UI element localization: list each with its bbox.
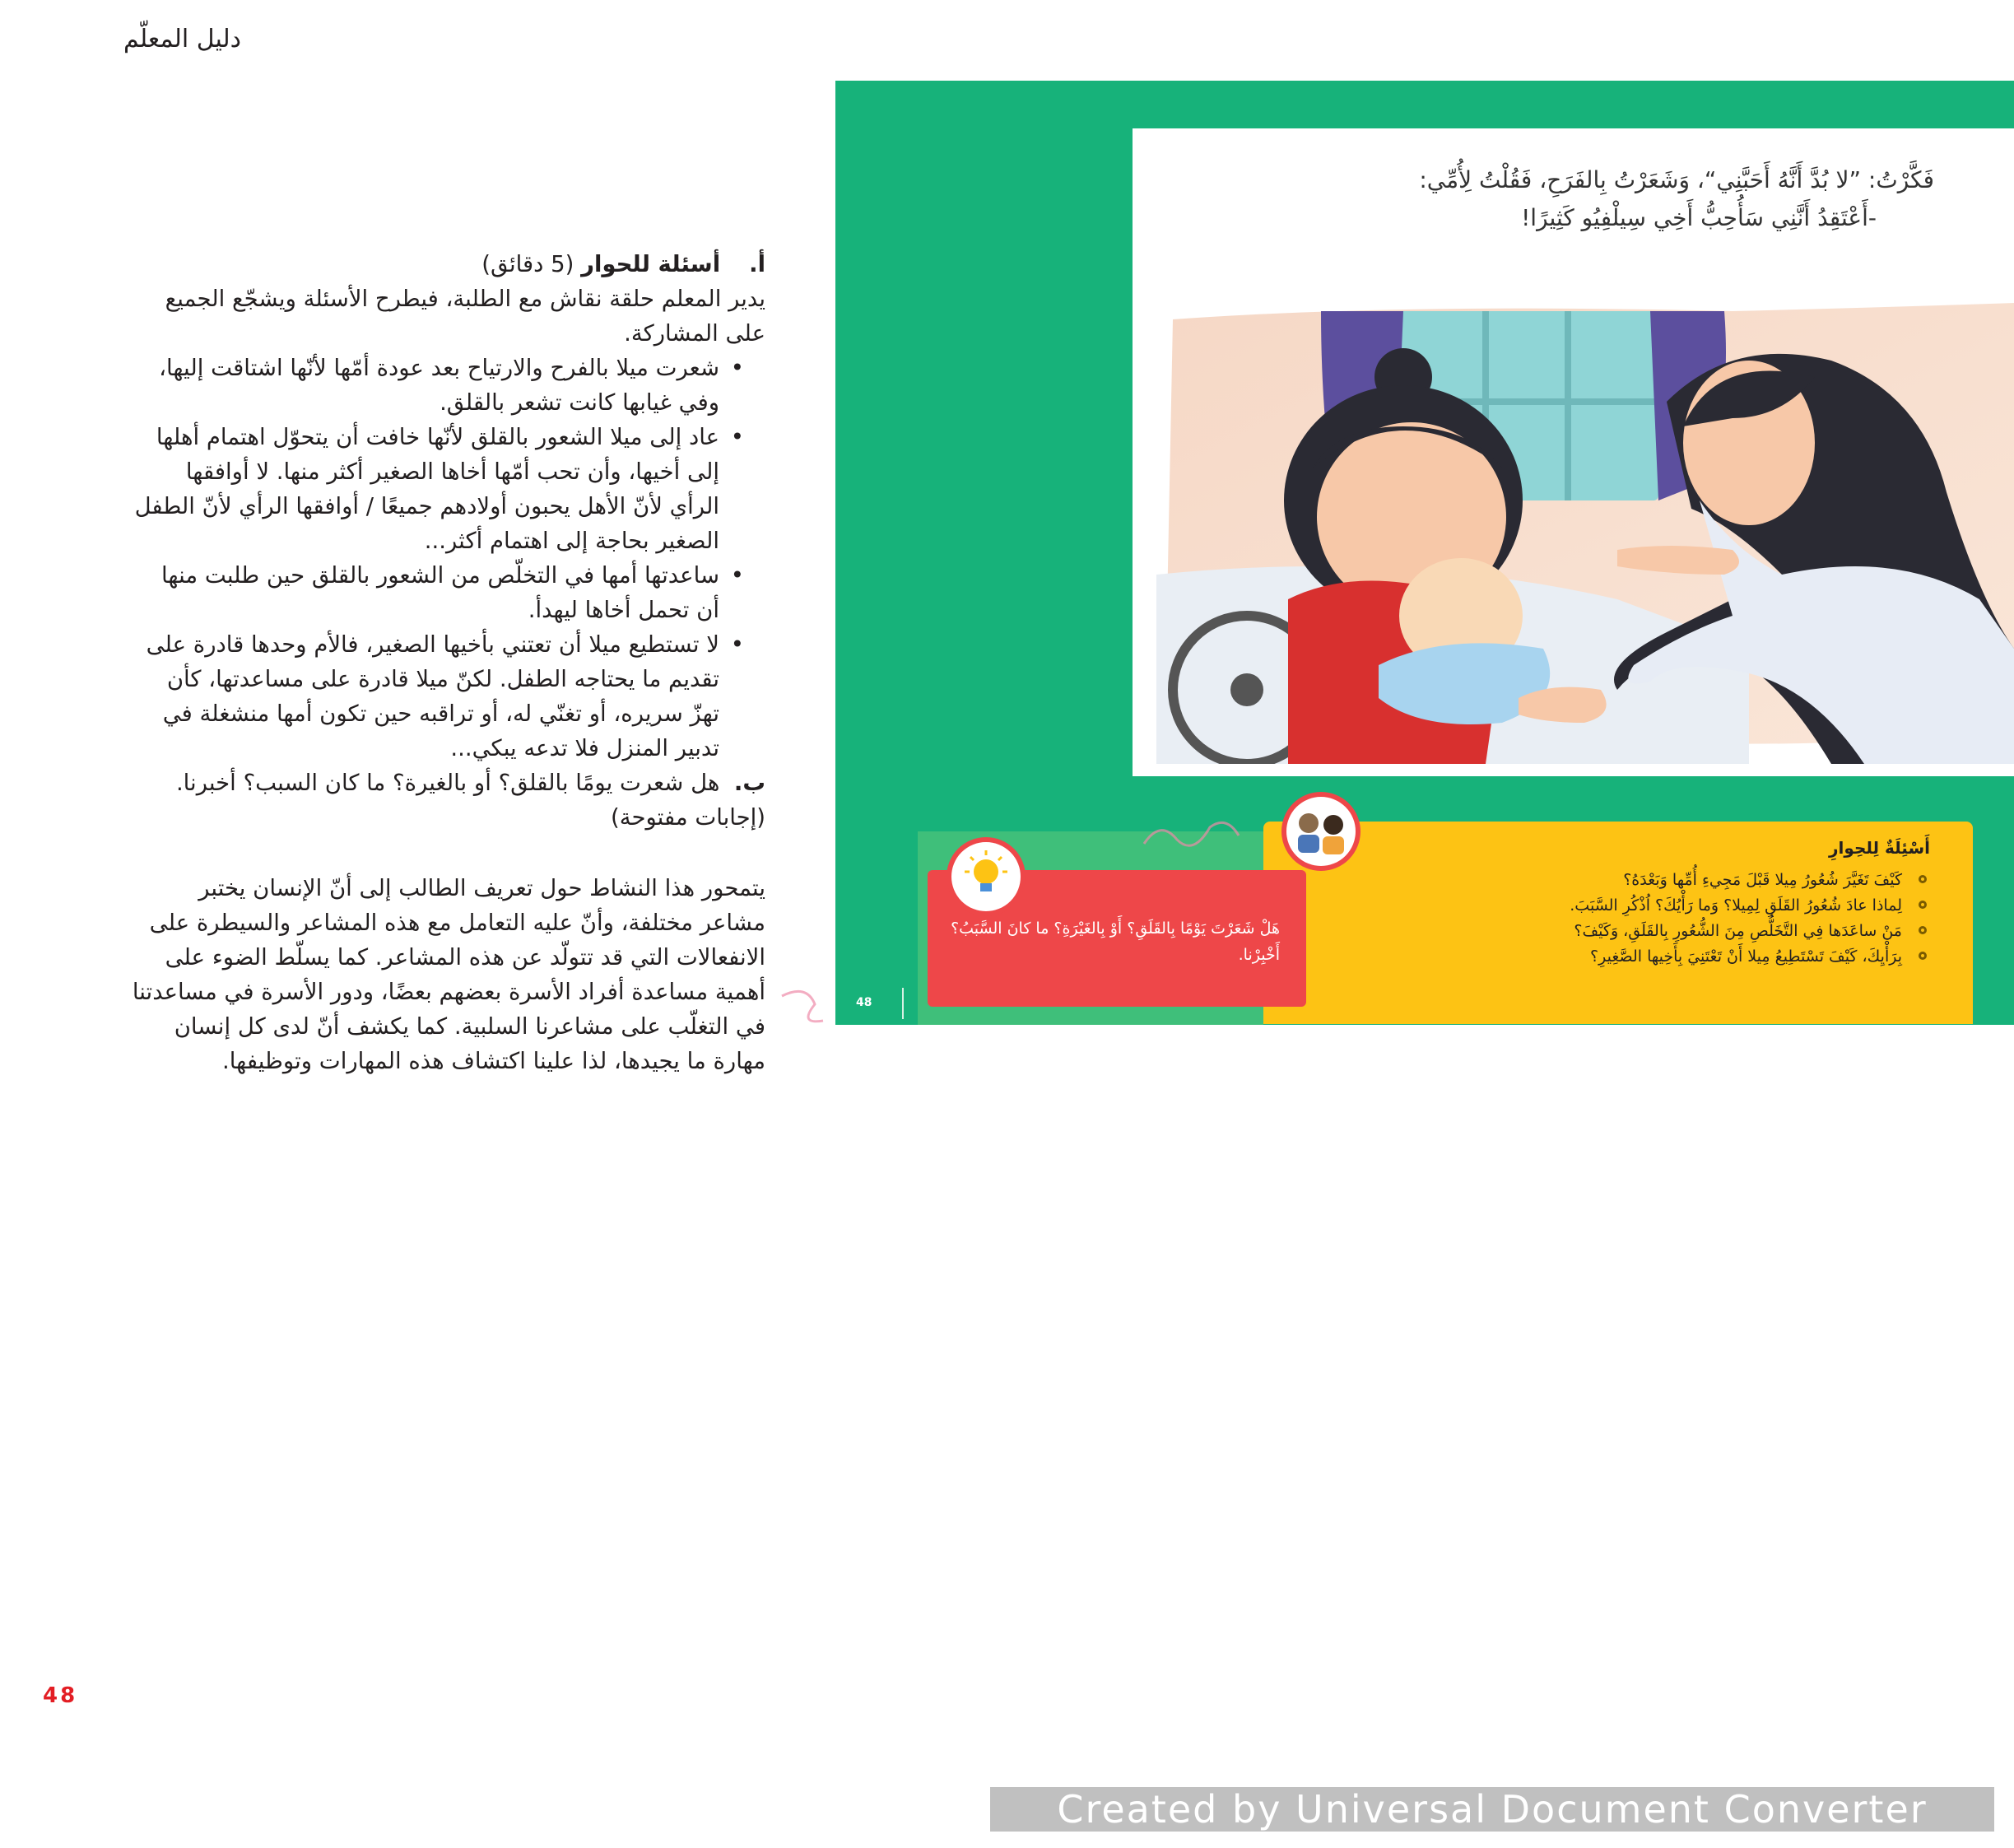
watermark-text: Created by Universal Document Converter: [1057, 1787, 1928, 1832]
story-illustration: [1156, 303, 2014, 764]
section-a-marker: أ.: [749, 251, 765, 277]
dialog-question: بِرَأْيِكَ، كَيْفَ تَسْتَطِيعُ مِيلا أَنْ تَعْتَنِيَ بِأَخِيها الصَّغِيرِ؟: [1317, 944, 1930, 970]
answer-item: • عاد إلى ميلا الشعور بالقلق لأنّها خافت أن يتحوّل اهتمام أهلها إلى أخيها، وأن تحب أمّها أخاها الصغير أكثر منها. لا أوافقها الرأي لأنّ الأهل يحبون أولادهم جميعًا / أوافقها الرأي لأنّ الطفل الصغير بحاجة إلى اهتمام أكثر...: [132, 420, 747, 558]
answer-item: • ساعدتها أمها في التخلّص من الشعور بالقلق حين طلبت منها أن تحمل أخاها ليهدأ.: [132, 558, 747, 627]
reflection-text: هَلْ شَعَرْتَ يَوْمًا بِالقَلَقِ؟ أَوْ بِالغَيْرَةِ؟ ما كانَ السَّبَبُ؟ أَخْبِرْنا.: [951, 919, 1280, 964]
section-b: [132, 766, 765, 835]
page-number: 48: [43, 1683, 78, 1708]
answer-item: • شعرت ميلا بالفرح والارتياح بعد عودة أمّها لأنّها اشتاقت إليها، وفي غيابها كانت تشعر بالقلق.: [132, 351, 747, 420]
intro-paragraph: يدير المعلم حلقة نقاش مع الطلبة، فيطرح الأسئلة ويشجّع الجميع على المشاركة.: [165, 286, 765, 347]
scribble-mark: [774, 980, 831, 1029]
summary-paragraph: يتمحور هذا النشاط حول تعريف الطالب إلى أنّ الإنسان يختبر مشاعر مختلفة، وأنّ عليه التعامل مع هذه المشاعر والسيطرة على الانفعالات التي قد تتولّد عن هذه المشاعر. كما يسلّط الضوء على أهمية مساعدة أفراد الأسرة بعضهم بعضًا، ودور الأسرة في مساعدتنا في التغلّب على مشاعرنا السلبية. كما يكشف أنّ لدى كل إنسان مهارة ما يجيدها، لذا علينا اكتشاف هذه المهارات وتوظيفها.: [132, 875, 765, 1074]
people-icon: [1263, 790, 1379, 873]
page-divider: [902, 988, 904, 1019]
dialog-question: كَيْفَ تَغَيَّرَ شُعُورُ مِيلا قَبْلَ مَجِيءِ أُمِّها وَبَعْدَهُ؟: [1317, 868, 1930, 893]
dialog-questions-list: [1317, 868, 1930, 970]
story-line: -أَعْتَقِدُ أَنَّنِي سَأُحِبُّ أَخِي سِيلْفِيُو كَثِيرًا!: [1521, 204, 1877, 231]
lightbulb-icon: [928, 836, 1044, 918]
textbook-page-number: 48: [856, 996, 872, 1009]
dialog-question: لِماذا عادَ شُعُورُ القَلَقِ لِمِيلا؟ وَما رَأْيُكَ؟ اُذْكُرِ السَّبَبَ.: [1317, 893, 1930, 919]
guide-header-title: دليل المعلّم: [123, 25, 241, 54]
dialog-questions-title: أَسْئِلَةٌ لِلحِوارِ: [1829, 838, 1930, 858]
section-b-question: هل شعرت يومًا بالقلق؟ أو بالغيرة؟ ما كان السبب؟ أخبرنا.: [175, 770, 720, 796]
section-a-duration: (5 دقائق): [481, 251, 574, 277]
answer-item: • لا تستطيع ميلا أن تعتني بأخيها الصغير، فالأم وحدها قادرة على تقديم ما يحتاجه الطفل. لكنّ ميلا قادرة على مساعدتها، كأن تهزّ سريره، أو تغنّي له، أو تراقبه حين تكون أمها منشغلة في تدبير المنزل فلا تدعه يبكي...: [132, 627, 747, 766]
dialog-question: مَنْ ساعَدَها فِي التَّخَلُّصِ مِنَ الشُّعُورِ بِالقَلَقِ، وَكَيْفَ؟: [1317, 919, 1930, 944]
section-a-title: أسئلة للحوار: [581, 251, 721, 277]
story-text: [1259, 161, 1934, 237]
teacher-guide-column: [132, 247, 765, 1078]
section-a-heading: [132, 247, 765, 282]
answers-list: [132, 351, 765, 766]
section-b-answer-note: (إجابات مفتوحة): [610, 804, 765, 831]
section-b-marker: ب.: [733, 770, 765, 796]
story-line: فَكَّرْتُ: ”لا بُدَّ أَنَّهُ أَحَبَّنِي“، وَشَعَرْتُ بِالفَرَحِ، فَقُلْتُ لِأُمِّي:: [1419, 166, 1934, 193]
scribble-mark: [1136, 811, 1243, 860]
converter-watermark: [990, 1787, 1994, 1832]
